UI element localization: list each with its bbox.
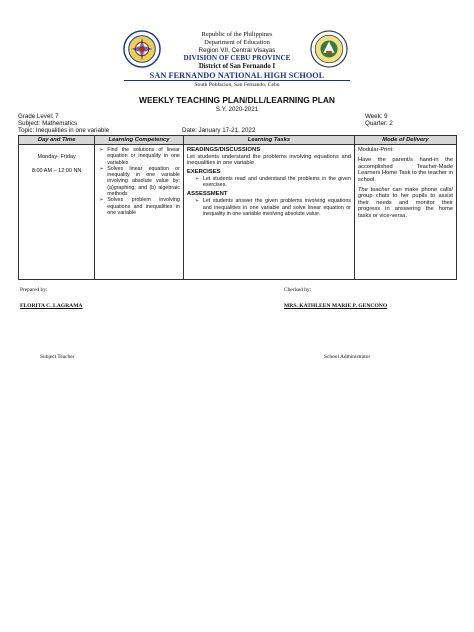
school-address: South Poblacion, San Fernando, Cebu [194,82,280,88]
table-header-row [19,136,457,145]
topic: Topic: Inequalities in one variable [18,127,110,134]
header-learning-tasks: Learning Tasks [183,136,354,145]
table-row [19,145,457,280]
time-range: 8:00 AM – 12:00 NN [31,168,82,174]
checked-by-label: Checked by: [284,287,312,293]
delivery-paragraph-1: Have the parent/s hand-in the accomplished Teacher-Made Learners Home Task to the teacher in school. [357,157,453,183]
week: Week: 9 [365,113,388,120]
division-line: DIVISION OF CEBU PROVINCE [183,54,291,62]
assessment-heading: ASSESSMENT [186,191,228,198]
school-year: S.Y. 2020-2021 [215,106,259,113]
date: Date: January 17-21, 2022 [182,127,256,134]
delivery-paragraph-2-rest: can make phone calls/ group chats to her pupils to assist their needs and monitor their progress in answering the home tasks or vice-versa. [357,187,453,219]
plan-table [18,135,457,280]
competency-item: ➢ Solves linear equation or inequality in one variable involving absolute value by: (a)graphing; and (b) algebraic methods [107,166,180,197]
assessment-item: ➢ Let students answer the given problems involving equations and inequalities in one variable and solve linear equation or inequality in one variable involving absolute value. [203,198,351,217]
delivery-cell [354,145,456,280]
quarter: Quarter: 2 [365,120,393,127]
competency-item: ➢ Find the solutions of linear equation or inequality in one variables [107,147,180,166]
prepared-by-label: Prepared by: [20,287,48,293]
school-name: SAN FERNANDO NATIONAL HIGH SCHOOL [149,71,325,80]
day-time-cell [19,145,95,280]
region-line: Region VII, Central Visayas [198,47,276,54]
exercise-item: ➢ Let students read and understand the problems in the given exercises. [203,176,351,189]
delivery-paragraph-2-emphasis: The teacher [357,187,390,194]
header-mode-of-delivery: Mode of Delivery [354,136,456,145]
document-title: WEEKLY TEACHING PLAN/DLL/LEARNING PLAN [139,95,335,105]
readings-heading: READINGS/DISCUSSIONS [186,147,261,153]
department-line: Department of Education [204,39,270,46]
competency-cell [95,145,184,280]
exercises-heading: EXERCISES [186,168,221,175]
subject: Subject: Mathematics [18,120,78,127]
prepared-by-role: Subject Teacher [40,354,75,360]
republic-line: Republic of the Philippines [201,31,273,38]
header-learning-competency: Learning Competency [95,136,184,145]
header-day-time: Day and Time [19,136,95,145]
checked-by-role: School Administrator [324,354,371,360]
tasks-cell [183,145,354,280]
district-line: District of San Fernando I [198,63,276,70]
header-divider [124,80,350,81]
prepared-by-name: FLORITA C. LAGRAMA [20,303,83,309]
checked-by-name: MRS. KATHLEEN MARIE P. GENCONO [284,303,388,309]
grade-level: Grade Level: 7 [18,113,59,120]
day-range: Monday- Friday [37,154,76,160]
delivery-paragraph-2 [358,187,453,219]
readings-text: Let students understand the problems involving equations and inequalities in one variable [186,154,351,167]
competency-item: ➢ Solves problem involving equations and inequalities in one variable [107,197,180,216]
delivery-mode: Modular-Print: [357,147,394,153]
